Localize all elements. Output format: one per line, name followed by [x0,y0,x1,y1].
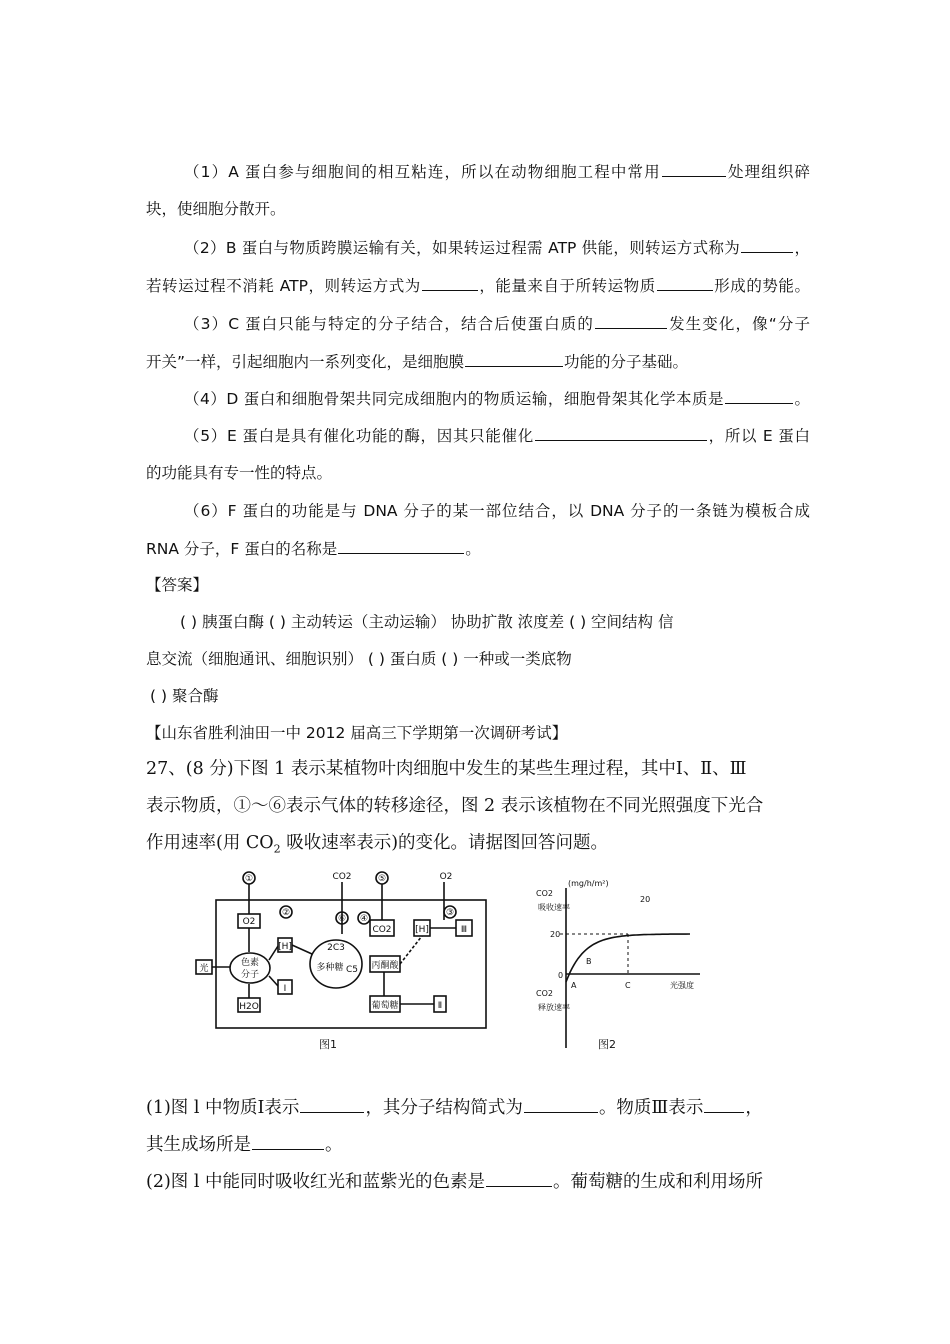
label-pigment2: 分子 [240,970,260,980]
source-line: 【山东省胜利油田一中 2012 届高三下学期第一次调研考试】 [146,724,568,742]
answer-blank [252,1133,324,1150]
answer-blank [725,387,793,404]
label-c5: C5 [345,965,359,975]
q27-p1-line2 [146,1133,810,1156]
q3-line1 [184,312,810,335]
label-n3: ③ [445,908,455,918]
answer-blank [595,312,667,329]
label-sugar: 多种糖 [316,963,344,973]
answer-blank [535,424,707,441]
arrow [292,945,312,954]
answer-blank [338,537,464,554]
q27-p1a: (1)图 l 中物质Ⅰ表示 [146,1098,300,1118]
label-pigment1: 色素 [240,958,260,968]
label-nadph: [H] [278,942,292,952]
label-n6: ⑥ [337,914,347,924]
q5-line2: 的功能具有专一性的特点。 [146,464,333,482]
q27-p2a: (2)图 l 中能同时吸收红光和蓝紫光的色素是 [146,1172,486,1192]
label-2c3: 2C3 [327,943,345,953]
fig2-tick-20: 20 [550,930,561,939]
answer-line3: ( ) 聚合酶 [150,687,219,705]
figures [194,868,734,1068]
q2-punct: ， [794,239,810,257]
q27-p1d: ， [745,1098,763,1118]
label-n2: ② [281,908,291,918]
q5-text: （5）E 蛋白是具有催化功能的酶，因其只能催化 [184,427,534,445]
fig2-y-top1: CO2 [536,889,553,898]
q1-line1 [184,160,810,183]
label-o2-top: O2 [439,872,453,882]
q4-line [184,387,810,410]
label-pyruvate: 丙酮酸 [371,961,399,971]
q27-p1b: ，其分子结构简式为 [365,1098,523,1118]
q27-p1f: 。 [325,1135,343,1155]
answer-blank [300,1096,364,1113]
label-iii: Ⅲ [460,925,468,935]
q5-text-tail: ，所以 E 蛋白 [707,427,810,445]
answer-blank [741,236,793,253]
q27-line2: 表示物质，①～⑥表示气体的转移途径，图 2 表示该植物在不同光照强度下光合 [146,796,764,816]
answer-line1: ( ) 胰蛋白酶 ( ) 主动转运（主动运输） 协助扩散 浓度差 ( ) 空间结构 信 [180,613,674,631]
answer-blank [422,274,478,291]
arrow [269,946,278,960]
q3-line2 [146,350,810,373]
figure1-caption: 图1 [319,1038,337,1051]
q27-text-3b: 吸收速率表示)的变化。请据图回答问题。 [280,833,609,853]
q2-line2 [146,274,810,297]
label-co2-top: CO2 [332,872,352,882]
label-h2o: H2O [239,1002,259,1012]
answer-line2: 息交流（细胞通讯、细胞识别） ( ) 蛋白质 ( ) 一种或一类底物 [146,650,572,668]
label-n1: ① [244,874,254,884]
q1-text: （1）A 蛋白参与细胞间的相互粘连，所以在动物细胞工程中常用 [184,163,661,181]
label-n5: ⑤ [377,874,387,884]
q27-line1: 27、(8 分)下图 1 表示某植物叶肉细胞中发生的某些生理过程，其中Ⅰ、Ⅱ、Ⅲ [146,759,747,779]
q27-text-3a: 作用速率(用 CO [146,833,274,853]
label-h-box: [H] [415,925,429,935]
q3-text: （3）C 蛋白只能与特定的分子结合，结合后使蛋白质的 [184,315,594,333]
q27-p2-line1 [146,1170,810,1193]
q6-line1: （6）F 蛋白的功能是与 DNA 分子的某一部位结合，以 DNA 分子的一条链为模板合成 [184,502,810,520]
q6-line2 [146,537,810,560]
answer-blank [662,160,726,177]
answer-blank [524,1096,598,1113]
figure2-caption: 图2 [598,1038,616,1051]
fig2-temp: 20 [640,895,651,904]
q2-text-2a: 若转运过程不消耗 ATP，则转运方式为 [146,277,421,295]
fig2-unit: (mg/h/m²) [568,879,609,888]
q27-p1-line1 [146,1096,810,1119]
q27-p1e: 其生成场所是 [146,1135,251,1155]
fig2-label-c: C [625,981,631,990]
fig2-y-top2: 吸收速率 [538,903,570,912]
q4-text: （4）D 蛋白和细胞骨架共同完成细胞内的物质运输，细胞骨架其化学本质是 [184,390,724,408]
q3-text-tail: 发生变化，像“分子 [667,315,811,333]
fig2-label-a: A [571,981,577,990]
arrow [269,976,278,986]
fig2-label-b: B [586,957,592,966]
answer-blank [486,1170,552,1187]
q27-p2b: 。葡萄糖的生成和利用场所 [553,1172,764,1192]
q6-text: RNA 分子，F 蛋白的名称是 [146,540,338,558]
q2-line1 [184,236,810,259]
label-light: 光 [199,964,209,974]
q2-text-2c: 形成的势能。 [713,277,810,295]
answer-blank [465,350,563,367]
q6-punct: 。 [465,540,481,558]
q3-text-2a: 开关”一样，引起细胞内一系列变化，是细胞膜 [146,353,465,371]
label-glucose: 葡萄糖 [371,1001,399,1011]
q27-line3 [146,832,810,861]
label-n4: ④ [359,914,369,924]
q27-p1c: 。物质Ⅲ表示 [598,1098,704,1118]
answer-blank [657,274,713,291]
arrow [400,936,422,964]
answer-blank [704,1096,744,1113]
fig2-x-label: 光强度 [670,981,694,990]
q2-text: （2）B 蛋白与物质跨膜运输有关，如果转运过程需 ATP 供能，则转运方式称为 [184,239,741,257]
q1-text-tail: 处理组织碎 [726,163,810,181]
label-o2: O2 [242,917,256,927]
label-atp: Ⅰ [283,984,287,994]
fig2-origin: 0 [558,971,564,980]
q27-sub: 2 [273,842,281,856]
fig2-y-bot2: 释放速率 [538,1003,570,1012]
q4-punct: 。 [793,390,810,408]
label-co2-box: CO2 [372,925,392,935]
q1-line2: 块，使细胞分散开。 [146,200,286,218]
q3-text-2b: 功能的分子基础。 [564,353,689,371]
fig2-y-bot1: CO2 [536,989,553,998]
label-ii: Ⅱ [437,1001,443,1011]
answer-header: 【答案】 [146,576,209,594]
q2-text-2b: ，能量来自于所转运物质 [478,277,656,295]
q5-line1 [184,424,810,447]
